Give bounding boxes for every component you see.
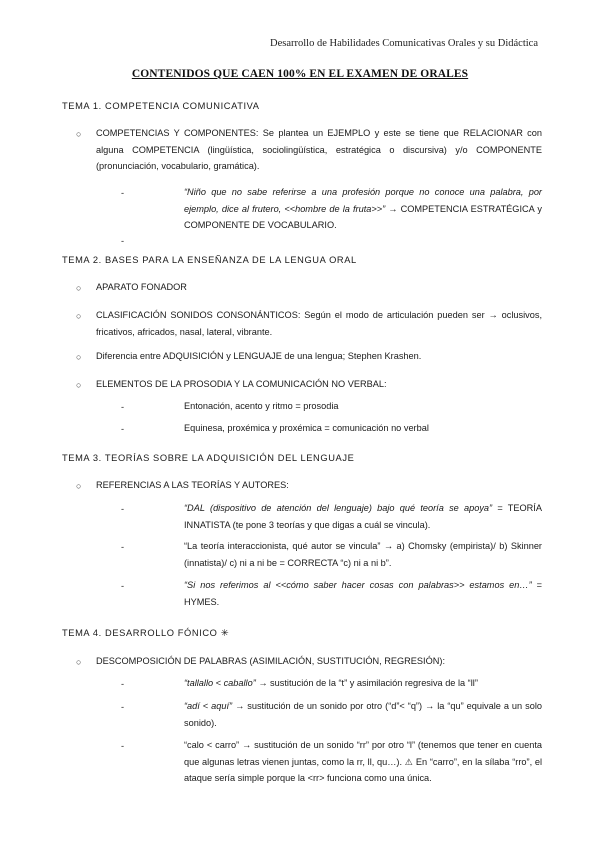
sub-item-adi (184, 698, 542, 731)
bullet-icon: ○ (76, 380, 82, 390)
list-item-competencias: COMPETENCIAS Y COMPONENTES: Se plantea un EJEMPLO y este se tiene que RELACIONAR con alguna COMPETENCIA (lingüística, sociolingüística, estratégica o discursiva) y/o COMPONENTE (pronunciación, vocabulario, gramática). (96, 128, 542, 171)
bullet-icon: ○ (76, 311, 82, 321)
example-answer: → sustitución de un sonido por otro (“d”< “q”) → la “qu” equivale a un solo sonido). (184, 701, 542, 728)
bullet-icon: ○ (76, 129, 82, 139)
dash-icon: - (121, 542, 125, 552)
example-quote: “tallallo < caballo” (184, 678, 256, 688)
dash-icon: - (121, 236, 125, 246)
sub-item-calo: “calo < carro” → sustitución de un sonido “rr” por otro “l” (tenemos que tener en cuenta que algunas letras vienen juntas, como la rr, ll, qu…). ⚠ En “carro”, en la sílaba “rro”, el ataque sería simple porque la <rr> funciona como una única. (184, 740, 542, 783)
bullet-icon: ○ (76, 481, 82, 491)
example-quote: “adí < aquí” (184, 701, 233, 711)
dash-icon: - (121, 702, 125, 712)
example-answer: → sustitución de la “t” y asimilación regresiva de la “ll” (255, 678, 478, 688)
running-header: Desarrollo de Habilidades Comunicativas Orales y su Didáctica (270, 38, 538, 49)
sub-item-hymes (184, 577, 542, 610)
question-quote: “Si nos referimos al <<cómo saber hacer cosas con palabras>> estamos en…” (184, 580, 532, 590)
list-item-clasificacion: CLASIFICACIÓN SONIDOS CONSONÁNTICOS: Según el modo de articulación pueden ser → oclusivos, fricativos, africados, nasal, lateral, vibrante. (96, 310, 542, 337)
sub-item-dal (184, 500, 542, 533)
bullet-icon: ○ (76, 657, 82, 667)
list-item-prosodia: ELEMENTOS DE LA PROSODIA Y LA COMUNICACIÓN NO VERBAL: (96, 379, 387, 389)
section-heading-tema4: TEMA 4. DESARROLLO FÓNICO ✳ (62, 628, 230, 638)
dash-icon: - (121, 188, 125, 198)
bullet-icon: ○ (76, 283, 82, 293)
question-answer: = TEORÍA INNATISTA (te pone 3 teorías y que digas a cuál se vincula). (184, 503, 542, 530)
sub-item-no-verbal: Equinesa, proxémica y proxémica = comunicación no verbal (184, 423, 429, 433)
dash-icon: - (121, 402, 125, 412)
list-item-adquisicion: Diferencia entre ADQUISICIÓN y LENGUAJE de una lengua; Stephen Krashen. (96, 351, 422, 361)
question-answer: = HYMES. (184, 580, 542, 607)
example-answer: → COMPETENCIA ESTRATÉGICA y COMPONENTE DE VOCABULARIO. (184, 203, 542, 230)
list-item-descomposicion: DESCOMPOSICIÓN DE PALABRAS (ASIMILACIÓN, SUSTITUCIÓN, REGRESIÓN): (96, 656, 446, 666)
dash-icon: - (121, 504, 125, 514)
section-heading-tema2: TEMA 2. BASES PARA LA ENSEÑANZA DE LA LENGUA ORAL (62, 255, 357, 265)
dash-icon: - (121, 741, 125, 751)
list-item-aparato-fonador: APARATO FONADOR (96, 282, 187, 292)
list-item-referencias: REFERENCIAS A LAS TEORÍAS Y AUTORES: (96, 480, 289, 490)
sub-item-ejemplo-nino (184, 184, 542, 234)
bullet-icon: ○ (76, 352, 82, 362)
example-quote: “Niño que no sabe referirse a una profesión porque no conoce una palabra, por ejemplo, dice al frutero, <<hombre de la fruta>>” (184, 187, 542, 214)
page-title: CONTENIDOS QUE CAEN 100% EN EL EXAMEN DE ORALES (131, 68, 469, 80)
sub-item-prosodia: Entonación, acento y ritmo = prosodia (184, 401, 339, 411)
question-quote: “DAL (dispositivo de atención del lenguaje) bajo qué teoría se apoya” (184, 503, 493, 513)
dash-icon: - (121, 581, 125, 591)
dash-icon: - (121, 679, 125, 689)
sub-item-interaccionista: “La teoría interaccionista, qué autor se vincula” → a) Chomsky (empirista)/ b) Skinner (innatista)/ c) ni a ni be = CORRECTA “c) ni a ni b”. (184, 541, 542, 568)
sub-item-tallallo (184, 675, 542, 692)
section-heading-tema3: TEMA 3. TEORÍAS SOBRE LA ADQUISICIÓN DEL LENGUAJE (62, 453, 355, 463)
section-heading-tema1: TEMA 1. COMPETENCIA COMUNICATIVA (62, 101, 260, 111)
dash-icon: - (121, 424, 125, 434)
